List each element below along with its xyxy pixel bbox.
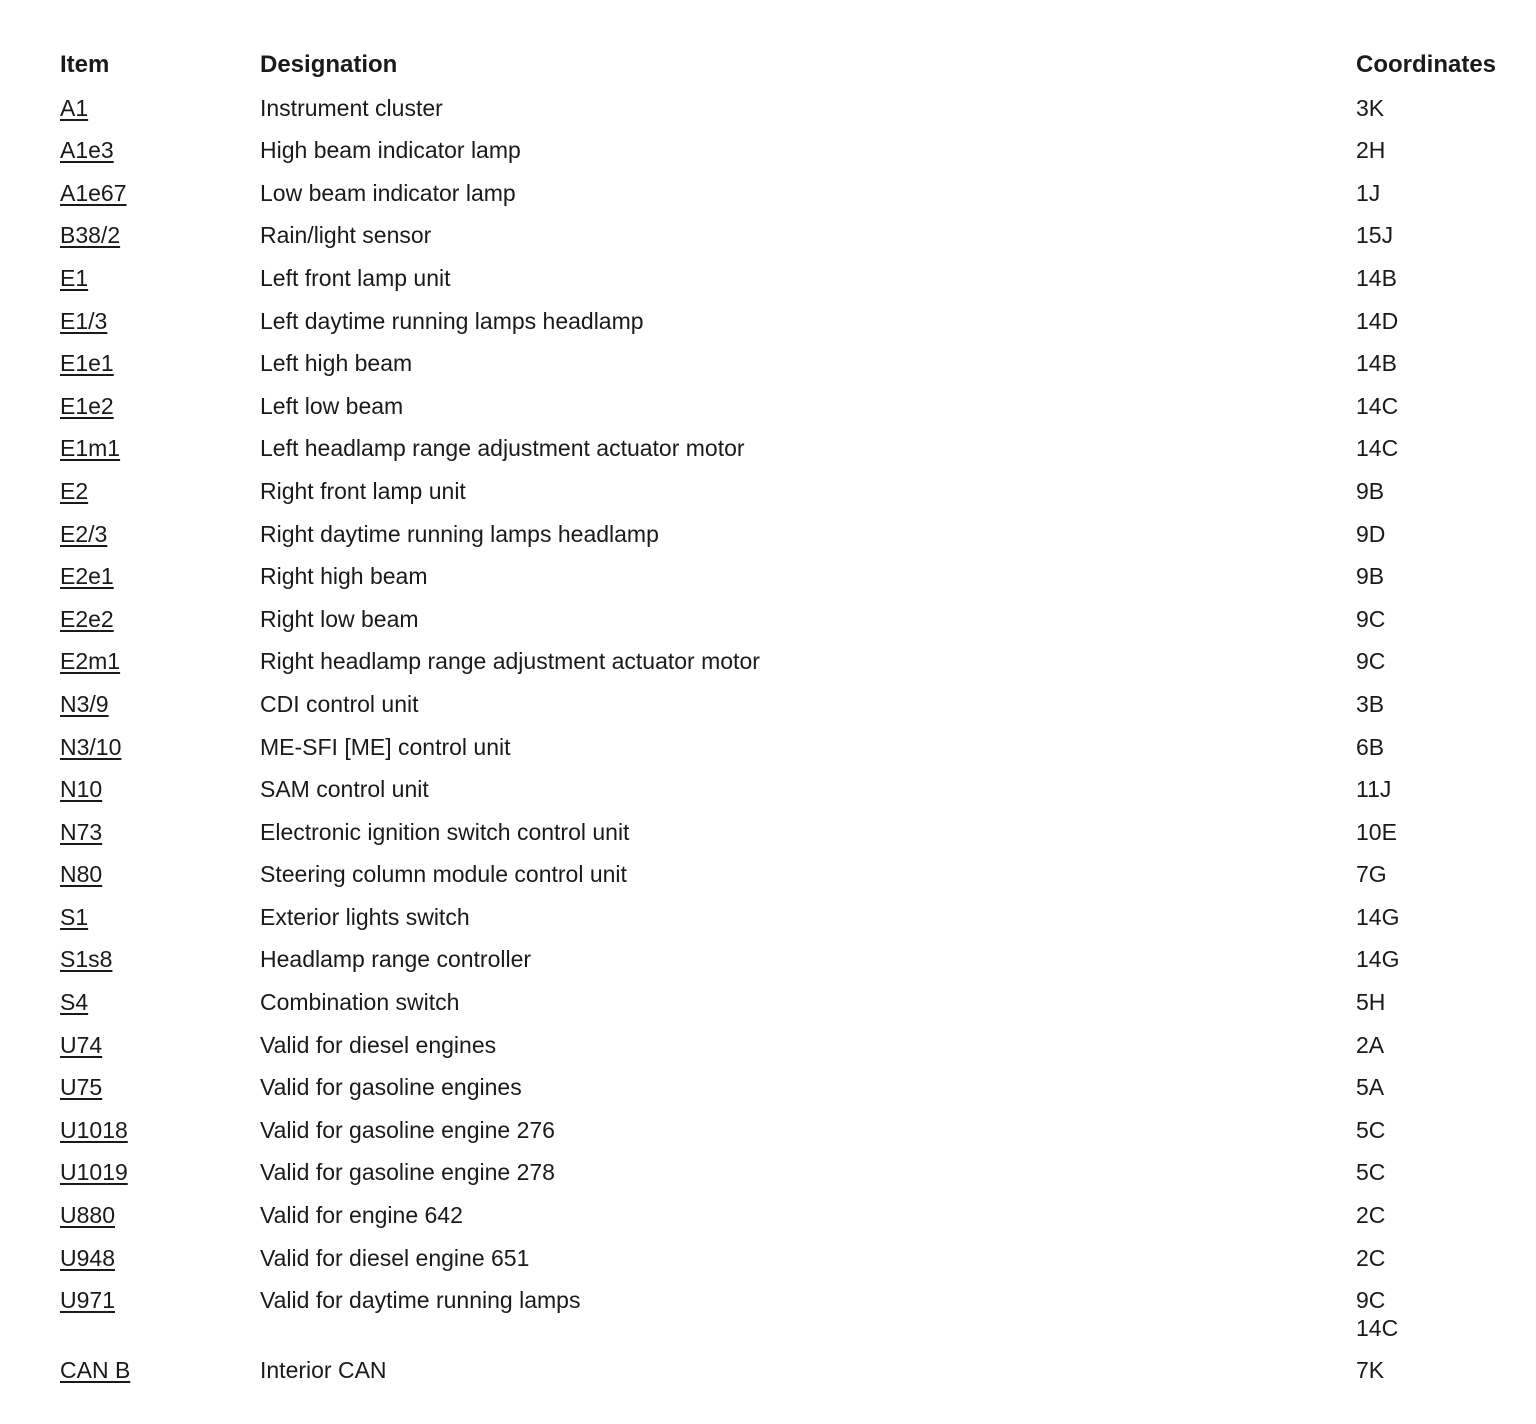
- coordinates-cell: 10E: [1356, 818, 1397, 845]
- designation-cell: Low beam indicator lamp: [260, 179, 516, 206]
- item-cell: [60, 1194, 115, 1237]
- table-row: [60, 1349, 1510, 1392]
- table-row: [60, 981, 1510, 1024]
- item-cell: [60, 726, 121, 769]
- table-row: [60, 726, 1510, 769]
- item-link[interactable]: E1: [60, 264, 89, 291]
- coordinates-cell: 14B: [1356, 350, 1397, 377]
- item-cell: [60, 342, 114, 385]
- coordinates-cell: 14C: [1356, 392, 1399, 419]
- designation-cell: Left daytime running lamps headlamp: [260, 307, 644, 334]
- item-link[interactable]: E2/3: [60, 520, 108, 547]
- table-row: [60, 1194, 1510, 1237]
- item-cell: [60, 683, 109, 726]
- coordinates-cell: 2C: [1356, 1244, 1386, 1271]
- item-cell: [60, 129, 114, 172]
- header-coordinates: Coordinates: [1356, 51, 1497, 78]
- coordinates-cell: 15J: [1356, 222, 1394, 249]
- coordinates-cell: 5C: [1356, 1159, 1386, 1186]
- table-row: [60, 427, 1510, 470]
- item-link[interactable]: U971: [60, 1287, 115, 1314]
- table-row: [60, 470, 1510, 513]
- designation-cell: Valid for diesel engine 651: [260, 1244, 530, 1271]
- designation-cell: Rain/light sensor: [260, 222, 432, 249]
- table-row: [60, 1024, 1510, 1067]
- table-row: [60, 1151, 1510, 1194]
- coordinates-cell: 3K: [1356, 94, 1385, 121]
- designation-cell: Right low beam: [260, 605, 419, 632]
- table-row: [60, 129, 1510, 172]
- item-link[interactable]: S1s8: [60, 946, 113, 973]
- table-row: [60, 555, 1510, 598]
- designation-cell: Interior CAN: [260, 1357, 387, 1384]
- coordinates-cell: 2H: [1356, 137, 1386, 164]
- coordinate-value: 14C: [1356, 1315, 1399, 1342]
- item-cell: [60, 811, 102, 854]
- table-row: [60, 1109, 1510, 1152]
- table-row: [60, 768, 1510, 811]
- designation-cell: Combination switch: [260, 989, 460, 1016]
- item-cell: [60, 1151, 128, 1194]
- designation-cell: Right front lamp unit: [260, 477, 466, 504]
- item-link[interactable]: U948: [60, 1244, 115, 1271]
- designation-cell: Right headlamp range adjustment actuator motor: [260, 648, 760, 675]
- table-row: [60, 214, 1510, 257]
- table-row: [60, 1066, 1510, 1109]
- designation-cell: Valid for gasoline engine 278: [260, 1159, 555, 1186]
- item-cell: [60, 87, 88, 130]
- item-link[interactable]: S4: [60, 989, 89, 1016]
- designation-cell: High beam indicator lamp: [260, 137, 521, 164]
- item-cell: [60, 427, 120, 470]
- item-link[interactable]: E2e1: [60, 563, 114, 590]
- item-cell: [60, 938, 112, 981]
- table-row: [60, 513, 1510, 556]
- item-link[interactable]: N3/10: [60, 733, 122, 760]
- item-cell: [60, 768, 102, 811]
- designation-cell: Valid for daytime running lamps: [260, 1287, 581, 1314]
- designation-cell: Left front lamp unit: [260, 264, 451, 291]
- item-link[interactable]: S1: [60, 903, 89, 930]
- designation-cell: SAM control unit: [260, 776, 429, 803]
- coordinates-cell: 5H: [1356, 989, 1386, 1016]
- table-row: [60, 640, 1510, 683]
- item-link[interactable]: B38/2: [60, 222, 121, 249]
- item-cell: [60, 896, 88, 939]
- item-link[interactable]: U75: [60, 1074, 103, 1101]
- coordinates-cell: 11J: [1356, 776, 1392, 803]
- item-cell: [60, 640, 120, 683]
- designation-cell: Right daytime running lamps headlamp: [260, 520, 659, 547]
- item-link[interactable]: E1e1: [60, 350, 114, 377]
- item-cell: [60, 981, 88, 1024]
- coordinates-cell: 14B: [1356, 264, 1397, 291]
- item-link[interactable]: N3/9: [60, 690, 109, 717]
- designation-cell: Exterior lights switch: [260, 903, 470, 930]
- legend-table: [60, 44, 1510, 1392]
- item-link[interactable]: N10: [60, 776, 103, 803]
- item-link[interactable]: A1e3: [60, 137, 114, 164]
- designation-cell: CDI control unit: [260, 690, 419, 717]
- designation-cell: Instrument cluster: [260, 94, 443, 121]
- coordinates-cell: 3B: [1356, 690, 1385, 717]
- item-cell: [60, 1237, 115, 1280]
- item-cell: [60, 257, 88, 300]
- designation-cell: Left high beam: [260, 350, 413, 377]
- item-cell: [60, 1066, 102, 1109]
- table-body: [60, 87, 1510, 1392]
- coordinates-cell: 9C: [1356, 605, 1386, 632]
- coordinate-value: 9C: [1356, 1287, 1386, 1314]
- coordinates-cell: 14G: [1356, 903, 1400, 930]
- designation-cell: Left low beam: [260, 392, 404, 419]
- coordinates-cell: 14G: [1356, 946, 1400, 973]
- coordinates-cell: 7K: [1356, 1357, 1385, 1384]
- item-link[interactable]: U1019: [60, 1159, 128, 1186]
- table-row: [60, 811, 1510, 854]
- item-cell: [60, 172, 127, 215]
- header-designation: Designation: [260, 51, 398, 78]
- designation-cell: ME-SFI [ME] control unit: [260, 733, 511, 760]
- item-cell: [60, 598, 114, 641]
- coordinates-cell: 5C: [1356, 1116, 1386, 1143]
- table-row: [60, 683, 1510, 726]
- table-row: [60, 598, 1510, 641]
- coordinates-cell: 1J: [1356, 179, 1381, 206]
- designation-cell: Valid for engine 642: [260, 1202, 463, 1229]
- item-link[interactable]: E2e2: [60, 605, 114, 632]
- designation-cell: Steering column module control unit: [260, 861, 627, 888]
- coordinates-cell: [1356, 1279, 1398, 1342]
- table-row: [60, 87, 1510, 130]
- item-cell: [60, 470, 88, 513]
- item-cell: [60, 853, 102, 896]
- table-row: [60, 896, 1510, 939]
- item-cell: [60, 1024, 102, 1067]
- coordinates-cell: 9B: [1356, 563, 1385, 590]
- table-row: [60, 1237, 1510, 1280]
- item-link[interactable]: U1018: [60, 1116, 128, 1143]
- table-row: [60, 938, 1510, 981]
- item-link[interactable]: U880: [60, 1202, 115, 1229]
- item-link[interactable]: CAN B: [60, 1357, 131, 1384]
- table-row: [60, 342, 1510, 385]
- item-link[interactable]: A1: [60, 94, 89, 121]
- designation-cell: Valid for gasoline engines: [260, 1074, 522, 1101]
- header-item: Item: [60, 51, 110, 78]
- item-link[interactable]: A1e67: [60, 179, 127, 206]
- designation-cell: Valid for gasoline engine 276: [260, 1116, 555, 1143]
- item-cell: [60, 300, 107, 343]
- coordinates-cell: 9C: [1356, 648, 1386, 675]
- item-cell: [60, 513, 107, 556]
- table-row: [60, 385, 1510, 428]
- item-link[interactable]: E1/3: [60, 307, 108, 334]
- coordinates-cell: 9D: [1356, 520, 1386, 547]
- coordinates-cell: 9B: [1356, 477, 1385, 504]
- item-link[interactable]: E2: [60, 477, 89, 504]
- item-cell: [60, 555, 114, 598]
- table-row: [60, 1279, 1510, 1349]
- coordinates-cell: 14C: [1356, 435, 1399, 462]
- designation-cell: Right high beam: [260, 563, 428, 590]
- item-cell: [60, 214, 120, 257]
- table-row: [60, 300, 1510, 343]
- designation-cell: Left headlamp range adjustment actuator motor: [260, 435, 745, 462]
- coordinates-cell: 2A: [1356, 1031, 1385, 1058]
- item-link[interactable]: N73: [60, 818, 103, 845]
- item-cell: [60, 1349, 130, 1392]
- coordinates-cell: 2C: [1356, 1202, 1386, 1229]
- coordinates-cell: 5A: [1356, 1074, 1385, 1101]
- coordinates-cell: 7G: [1356, 861, 1387, 888]
- item-link[interactable]: E2m1: [60, 648, 121, 675]
- coordinates-cell: 14D: [1356, 307, 1399, 334]
- designation-cell: Headlamp range controller: [260, 946, 532, 973]
- table-row: [60, 172, 1510, 215]
- item-link[interactable]: U74: [60, 1031, 103, 1058]
- designation-cell: Valid for diesel engines: [260, 1031, 497, 1058]
- item-link[interactable]: E1m1: [60, 435, 121, 462]
- item-link[interactable]: N80: [60, 861, 103, 888]
- table-row: [60, 257, 1510, 300]
- header-row: [60, 44, 1510, 87]
- item-link[interactable]: E1e2: [60, 392, 114, 419]
- item-cell: [60, 385, 114, 428]
- item-cell: [60, 1109, 128, 1152]
- designation-cell: Electronic ignition switch control unit: [260, 818, 630, 845]
- coordinates-cell: 6B: [1356, 733, 1385, 760]
- item-cell: [60, 1279, 115, 1322]
- table-row: [60, 853, 1510, 896]
